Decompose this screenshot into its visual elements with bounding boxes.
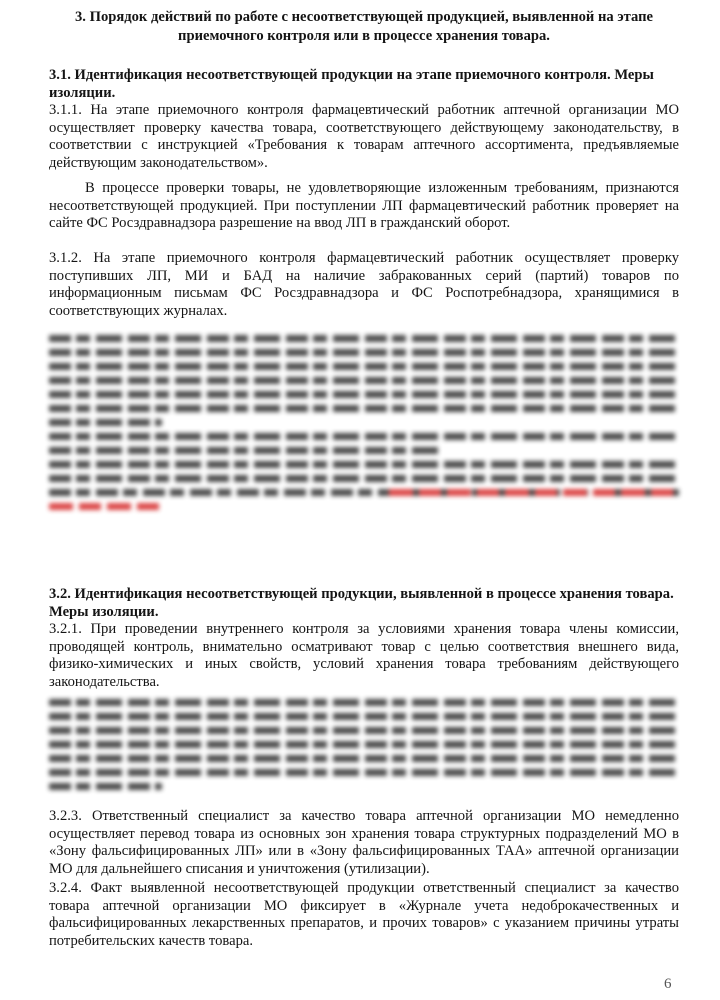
redacted-paragraph-3-2-2 <box>49 692 679 795</box>
paragraph-3-1-1-cont: В процессе проверки товары, не удовлетворяющие изложенным требованиям, признаются несоответствующей продукцией. При поступлении ЛП фармацевтический работник проверяет на сайте ФС Росздравнадзора разрешение на ввод ЛП в гражданский оборот. <box>49 180 679 232</box>
redacted-line <box>49 433 679 440</box>
paragraph-3-1-1: 3.1.1. На этапе приемочного контроля фармацевтический работник аптечной организации МО осуществляет проверку качества товара, соответствующего действующему законодательству, в соответствии с инструкцией «Требования к товарам аптечного ассортимента, предъявляемые действующим законодательством». <box>49 102 679 171</box>
redacted-line <box>49 447 440 454</box>
redacted-line <box>49 349 679 356</box>
redacted-line <box>49 363 679 370</box>
redacted-red-text <box>389 489 679 496</box>
paragraph-3-2-4: 3.2.4. Факт выявленной несоответствующей продукции ответственный специалист за качество товара аптечной организации МО фиксирует в «Журнале учета недоброкачественных и фальсифицированных лекарственных препаратов, и прочих товаров» с указанием причины утраты потребительских качеств товара. <box>49 880 679 949</box>
subsection-1-heading: 3.1. Идентификация несоответствующей продукции на этапе приемочного контроля. Меры изоляции. <box>49 67 654 101</box>
redacted-line <box>49 741 679 748</box>
subsection-2-heading: 3.2. Идентификация несоответствующей продукции, выявленной в процессе хранения товара. Меры изоляции. <box>49 586 674 620</box>
redacted-line <box>49 769 679 776</box>
redacted-line <box>49 727 679 734</box>
paragraph-3-1-2: 3.1.2. На этапе приемочного контроля фармацевтический работник осуществляет проверку поступивших ЛП, МИ и БАД на наличие забракованных серий (партий) товаров по информационным письмам ФС Росздравнадзора и ФС Роспотребнадзора, хранящимися в соответствующих журналах. <box>49 250 679 319</box>
redacted-line <box>49 391 679 398</box>
redacted-line <box>49 699 679 706</box>
paragraph-3-2-1: 3.2.1. При проведении внутреннего контроля за условиями хранения товара члены комиссии, проводящей контроль, внимательно осматривают товар с целью соответствия внешнего вида, физико-химических и иных свойств, условий хранения товара требованиям действующего законодательства. <box>49 621 679 690</box>
redacted-line <box>49 405 679 412</box>
page-number: 6 <box>664 976 672 992</box>
redacted-line <box>49 419 162 426</box>
redacted-line <box>49 475 679 482</box>
redacted-line <box>49 783 162 790</box>
redacted-red-text <box>49 503 162 510</box>
redacted-line <box>49 335 679 342</box>
section-title: 3. Порядок действий по работе с несоответствующей продукцией, выявленной на этапе приемочного контроля или в процессе хранения товара. <box>75 9 653 44</box>
redacted-line <box>49 755 679 762</box>
redacted-line <box>49 377 679 384</box>
redacted-line <box>49 713 679 720</box>
redacted-paragraphs-3-1 <box>49 328 679 515</box>
redacted-line <box>49 489 679 496</box>
paragraph-3-2-3: 3.2.3. Ответственный специалист за качество товара аптечной организации МО немедленно осуществляет перевод товара из основных зон хранения товара структурных подразделений МО в «Зону фальсифицированных ЛП» или в «Зону фальсифицированных ТАА» аптечной организации МО для дальнейшего списания и уничтожения (утилизации). <box>49 808 679 877</box>
redacted-line <box>49 461 679 468</box>
